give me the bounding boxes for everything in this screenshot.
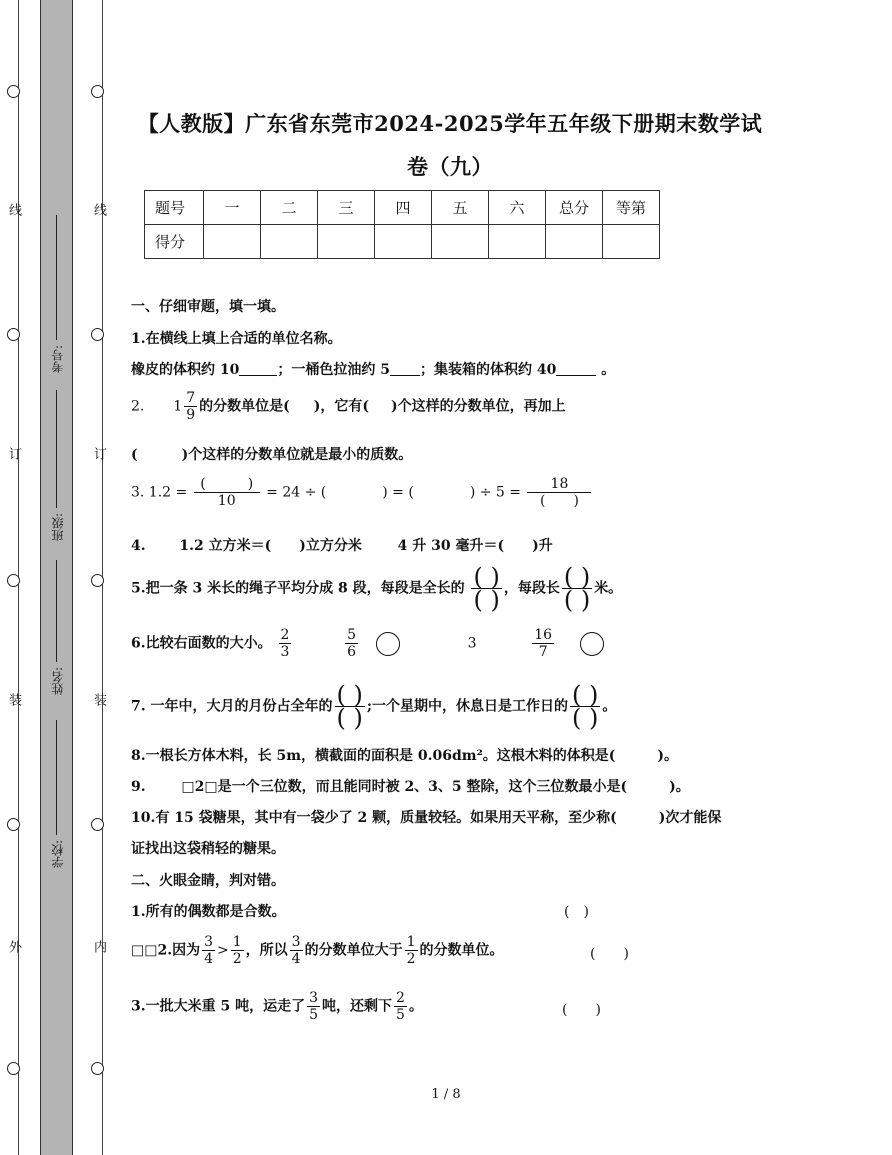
page-title-line1: 【人教版】广东省东莞市2024-2025学年五年级下册期末数学试 [137, 111, 763, 136]
q2-text-1: 的分数单位是( [199, 398, 290, 415]
score-cell[interactable] [318, 225, 375, 259]
q10-line2: 证找出这袋稍轻的糖果。 [131, 841, 285, 857]
score-cell[interactable] [546, 225, 603, 259]
s2-q2-greater-than: > [217, 942, 229, 959]
field-label-class: 班级: [51, 513, 65, 542]
s2-q3-fraction-1: $\frac{3}{5}$ [309, 990, 319, 1023]
field-label-name: 姓名: [51, 667, 65, 696]
q2-line2-open: ( [131, 447, 138, 463]
q6-text: 6.比较右面数的大小。 [131, 635, 272, 652]
class-line[interactable] [56, 390, 57, 508]
s2-q2-fraction-2: $\frac{1}{2}$ [232, 934, 242, 967]
q7-part-b: ;一个星期中，休息日是工作日的 [366, 698, 569, 715]
score-header-cell: 六 [489, 191, 546, 225]
q6-compare-circle-1[interactable] [376, 632, 400, 656]
s2-q1-answer-paren[interactable]: ( ) [564, 904, 589, 920]
q3-part-b: = 24 ÷ ( ) = ( ) ÷ 5 = [266, 484, 521, 501]
q2-line2-text: )个这样的分数单位就是最小的质数。 [181, 447, 413, 463]
punch-hole [7, 818, 20, 831]
score-cell[interactable] [204, 225, 261, 259]
exam-number-line[interactable] [56, 215, 57, 340]
score-header-cell: 一 [204, 191, 261, 225]
q5-part-c: 米。 [594, 580, 623, 597]
score-cell[interactable] [375, 225, 432, 259]
section2-heading: 二、火眼金睛，判对错。 [131, 873, 285, 889]
q2-line2 [131, 444, 412, 464]
q7-fraction-2[interactable]: $\frac{( )}{( )}$ [572, 681, 599, 732]
q4-part-b: 4 升 30 毫升＝( )升 [397, 538, 553, 554]
school-line[interactable] [56, 720, 57, 835]
s2-q3-part-b: 吨，还剩下 [322, 998, 393, 1015]
q6-compare-circle-2[interactable] [580, 632, 604, 656]
margin-char-inner: 装 [91, 693, 106, 706]
margin-char-inner: 订 [91, 447, 106, 460]
q5-part-b: ，每段长 [503, 580, 560, 597]
s2-q2-fraction-1: $\frac{3}{4}$ [204, 934, 213, 967]
score-table-header-row [145, 191, 660, 225]
q1-blank-2[interactable] [390, 361, 420, 376]
s2-q2-part-b: ，所以 [245, 942, 288, 959]
q4-part-a: 1.2 立方米＝( )立方分米 [179, 538, 362, 554]
s2-q2-part-d: 的分数单位。 [419, 942, 504, 959]
q10-line1: 10.有 15 袋糖果，其中有一袋少了 2 颗，质量较轻。如果用天平称，至少称( )次才能保 [131, 810, 722, 826]
score-cell[interactable] [261, 225, 318, 259]
q2-fraction: $\frac{7}{9}$ [186, 390, 196, 423]
score-cell[interactable] [489, 225, 546, 259]
score-table-score-row [145, 225, 660, 259]
q3-fraction-2[interactable]: $\frac{18}{( )}$ [527, 476, 591, 509]
q2-text-2: )，它有( [313, 398, 369, 415]
field-label-exam-number: 考号: [51, 345, 65, 374]
q6-line [131, 627, 604, 660]
q8-line: 8.一根长方体木料，长 5m，横截面的面积是 0.06dm²。这根木料的体积是( )。 [131, 748, 678, 764]
punch-hole [7, 328, 20, 341]
score-cell[interactable] [603, 225, 660, 259]
q5-fraction-1[interactable]: $\frac{( )}{( )}$ [473, 563, 500, 614]
q6-fraction-1: $\frac{2}{3}$ [280, 627, 290, 660]
page-title-line2: 卷（九） [407, 154, 493, 179]
s2-q3-fraction-2: $\frac{2}{5}$ [396, 990, 405, 1023]
q1-stem: 1.在横线上填上合适的单位名称。 [131, 331, 342, 347]
punch-hole [91, 818, 104, 831]
margin-char-inner: 内 [91, 940, 106, 953]
q5-part-a: 5.把一条 3 米长的绳子平均分成 8 段，每段是全长的 [131, 580, 465, 597]
q2-mixed-whole: 1 [173, 398, 183, 415]
score-header-cell: 五 [432, 191, 489, 225]
field-label-school: 学校: [51, 840, 65, 869]
q7-line [131, 681, 617, 732]
score-header-cell: 二 [261, 191, 318, 225]
q7-fraction-1[interactable]: $\frac{( )}{( )}$ [336, 681, 363, 732]
s2-q2-part-a: □□2.因为 [131, 942, 201, 959]
score-header-cell: 三 [318, 191, 375, 225]
q2-text-3: )个这样的分数单位，再加上 [390, 398, 566, 415]
q9-text: □2□是一个三位数，而且能同时被 2、3、5 整除，这个三位数最小是( )。 [181, 779, 690, 795]
margin-char-outer: 线 [6, 203, 21, 216]
q4-number: 4. [131, 538, 146, 554]
section1-heading: 一、仔细审题，填一填。 [131, 299, 285, 315]
score-row-label: 得分 [145, 225, 204, 259]
s2-q2-answer-paren[interactable]: ( ) [590, 946, 629, 962]
q5-fraction-2[interactable]: $\frac{( )}{( )}$ [563, 563, 591, 614]
score-header-cell: 等第 [603, 191, 660, 225]
q7-part-c: 。 [602, 698, 617, 715]
margin-char-inner: 线 [91, 203, 106, 216]
s2-q3-part-c: 。 [408, 998, 423, 1015]
margin-char-outer: 装 [6, 693, 21, 706]
q4-line [131, 535, 553, 555]
score-header-cell: 总分 [546, 191, 603, 225]
q6-fraction-2: $\frac{5}{6}$ [347, 627, 357, 660]
s2-q1-text: 1.所有的偶数都是合数。 [131, 904, 286, 920]
q1-body [131, 359, 615, 379]
s2-q2-fraction-4: $\frac{1}{2}$ [406, 934, 416, 967]
q1-blank-1[interactable] [239, 361, 277, 376]
q2-line1 [131, 390, 566, 423]
score-cell[interactable] [432, 225, 489, 259]
punch-hole [91, 1062, 104, 1075]
q7-part-a: 7. 一年中，大月的月份占全年的 [131, 698, 333, 715]
s2-q3-part-a: 3.一批大米重 5 吨，运走了 [131, 998, 306, 1015]
q6-fraction-4: $\frac{16}{7}$ [534, 627, 553, 660]
q1-part-a: 橡皮的体积约 10 [131, 362, 240, 378]
score-header-cell: 题号 [145, 191, 204, 225]
q2-number: 2. [131, 398, 145, 415]
q1-part-c: ；集装箱的体积约 40 [419, 362, 557, 378]
punch-hole [7, 1062, 20, 1075]
q3-part-a: 3. 1.2 = [131, 484, 188, 501]
margin-char-outer: 外 [6, 940, 21, 953]
s2-q3-answer-paren[interactable]: ( ) [562, 1002, 601, 1018]
punch-hole [7, 574, 20, 587]
q9-line [131, 776, 690, 796]
punch-hole [91, 574, 104, 587]
punch-hole [91, 85, 104, 98]
q5-line [131, 563, 623, 614]
q1-part-d: 。 [596, 362, 616, 378]
margin-char-outer: 订 [6, 447, 21, 460]
q6-number-3: 3 [467, 635, 477, 652]
q1-blank-3[interactable] [556, 361, 596, 376]
punch-hole [7, 85, 20, 98]
punch-hole [91, 328, 104, 341]
q9-number: 9. [131, 779, 146, 795]
s2-q2-fraction-3: $\frac{3}{4}$ [291, 934, 301, 967]
q3-line [131, 476, 593, 509]
name-line[interactable] [56, 560, 57, 662]
score-header-cell: 四 [375, 191, 432, 225]
score-table [144, 190, 660, 259]
q1-part-b: ；一桶色拉油约 5 [277, 362, 390, 378]
s2-q2-part-c: 的分数单位大于 [304, 942, 403, 959]
s2-q3-line [131, 990, 423, 1023]
q3-fraction-1[interactable]: $\frac{( )}{10}$ [194, 476, 260, 509]
s2-q2-line [131, 934, 504, 967]
page-number: 1 / 8 [431, 1087, 461, 1102]
